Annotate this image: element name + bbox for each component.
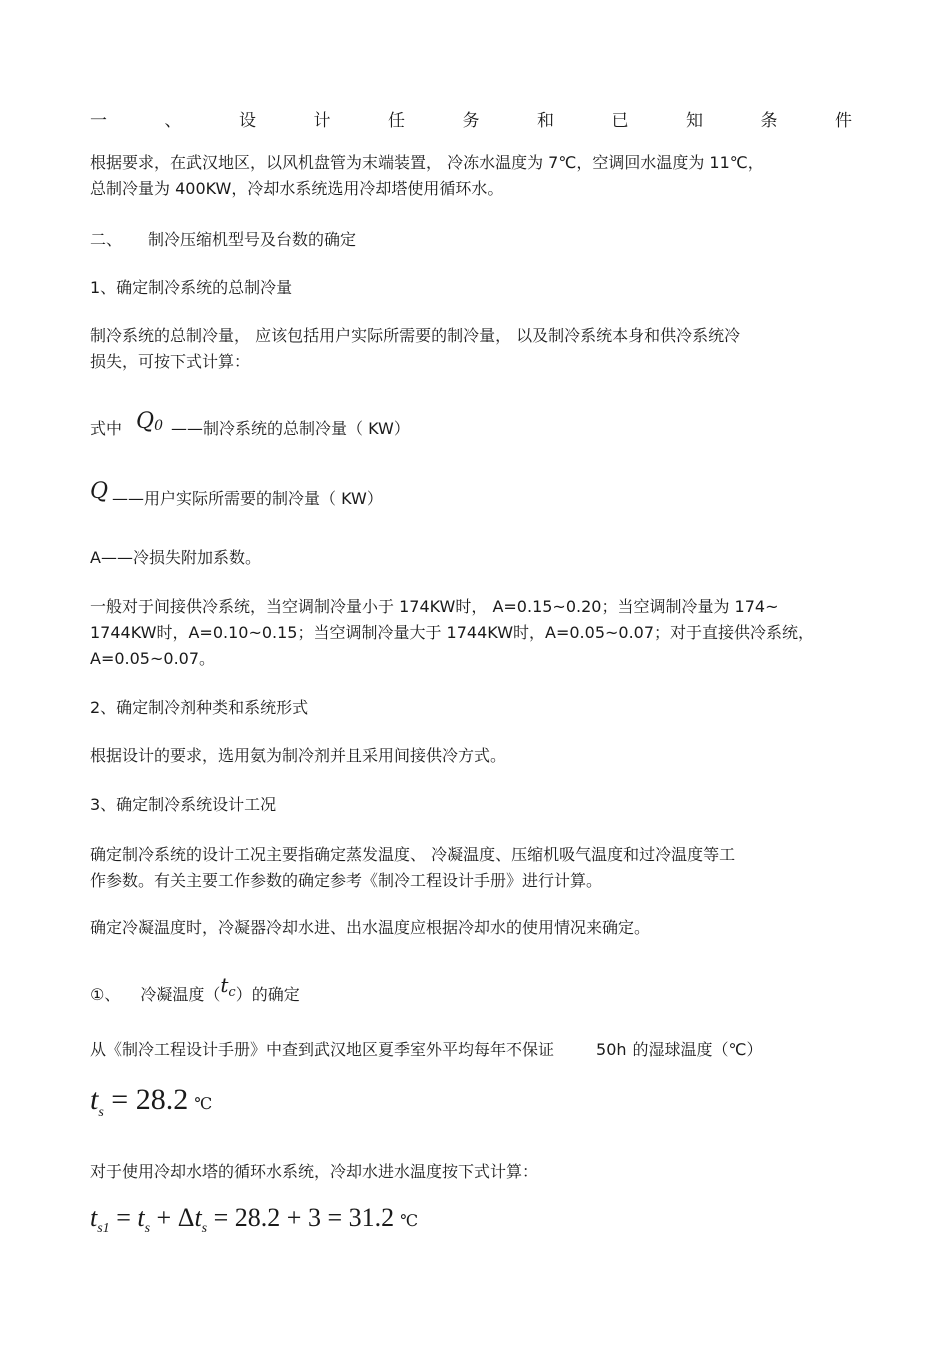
heading-1-char: 知: [686, 111, 703, 131]
section-heading-2: [90, 230, 356, 250]
heading-2-text: 制冷压缩机型号及台数的确定: [148, 230, 357, 249]
section-heading-1: [90, 106, 852, 131]
tc-symbol: t: [220, 973, 229, 997]
formula-ts-variable: t: [90, 1083, 99, 1116]
item-1-number: ①、: [90, 985, 121, 1004]
definition-a: A——冷损失附加系数。: [90, 548, 261, 567]
heading-1-char: 设: [239, 111, 256, 131]
formula-delta-ts-variable: t: [194, 1203, 202, 1232]
q0-subscript: 0: [154, 418, 163, 434]
formula-ts-unit: ℃: [194, 1096, 213, 1113]
paragraph-5-line-1: 确定制冷系统的设计工况主要指确定蒸发温度、 冷凝温度、压缩机吸气温度和过冷温度等工: [90, 845, 736, 864]
heading-1-char: 条: [760, 111, 778, 131]
heading-1-char: 任: [388, 111, 405, 131]
formula-ts-term-subscript: s: [144, 1221, 151, 1237]
definition-prefix: 式中: [90, 419, 123, 438]
paragraph-3-line-3: A=0.05~0.07。: [90, 649, 216, 668]
formula-ts-subscript: s: [98, 1105, 104, 1120]
definition-q: [90, 479, 383, 509]
formula-ts1-subscript: s1: [97, 1221, 110, 1237]
heading-1-char: 计: [313, 111, 331, 131]
paragraph-7-pre: 从《制冷工程设计手册》中查到武汉地区夏季室外平均每年不保证: [90, 1040, 555, 1059]
paragraph-1-line-1: 根据要求，在武汉地区，以风机盘管为末端装置， 冷冻水温度为 7℃，空调回水温度为 11℃，: [90, 153, 764, 172]
formula-ts1-variable: t: [90, 1203, 98, 1232]
formula-delta-ts-subscript: s: [201, 1221, 208, 1237]
paragraph-2-line-2: 损失，可按下式计算：: [90, 352, 251, 371]
formula-ts1-unit: ℃: [400, 1213, 419, 1230]
subsection-1-heading: 1、确定制冷系统的总制冷量: [90, 278, 293, 297]
definition-q0: [90, 409, 410, 440]
paragraph-8: 对于使用冷却水塔的循环水系统，冷却水进水温度按下式计算：: [90, 1162, 539, 1181]
heading-1-char: 一: [90, 111, 107, 131]
formula-ts1-equals: =: [109, 1203, 138, 1232]
item-1-post: ）的确定: [235, 985, 300, 1004]
heading-1-char: 已: [611, 111, 629, 131]
q-definition-text: ——用户实际所需要的制冷量（ KW）: [112, 489, 383, 508]
item-1-heading: [90, 973, 300, 1007]
subsection-2-heading: 2、确定制冷剂种类和系统形式: [90, 698, 309, 717]
paragraph-7-post: 的湿球温度（℃）: [632, 1040, 763, 1059]
paragraph-4: 根据设计的要求，选用氨为制冷剂并且采用间接供冷方式。: [90, 746, 507, 765]
formula-ts-expression: = 28.2: [103, 1083, 189, 1116]
item-1-pre: 冷凝温度（: [140, 985, 221, 1004]
formula-plus-delta: + Δ: [150, 1203, 195, 1232]
heading-1-char: 、: [164, 111, 182, 131]
formula-ts1-result: = 28.2 + 3 = 31.2: [207, 1203, 395, 1232]
formula-ts: [90, 1083, 212, 1121]
q-symbol: Q: [90, 479, 109, 504]
formula-ts-term: t: [137, 1203, 145, 1232]
paragraph-3-line-1: 一般对于间接供冷系统，当空调制冷量小于 174KW时， A=0.15~0.20；当空调制冷量为 174~: [90, 597, 779, 616]
paragraph-1-line-2: 总制冷量为 400KW，冷却水系统选用冷却塔使用循环水。: [90, 179, 504, 198]
heading-2-number: 二、: [90, 230, 123, 249]
heading-1-char: 件: [835, 111, 852, 131]
paragraph-5-line-2: 作参数。有关主要工作参数的确定参考《制冷工程设计手册》进行计算。: [90, 871, 603, 890]
heading-1-char: 务: [462, 111, 480, 131]
paragraph-7-value: 50h: [596, 1040, 627, 1059]
paragraph-7: [90, 1040, 763, 1060]
paragraph-6: 确定冷凝温度时，冷凝器冷却水进、出水温度应根据冷却水的使用情况来确定。: [90, 918, 651, 937]
subsection-3-heading: 3、确定制冷系统设计工况: [90, 795, 277, 814]
tc-subscript: c: [228, 985, 236, 1000]
paragraph-3-line-2: 1744KW时，A=0.10~0.15；当空调制冷量大于 1744KW时，A=0.05~0.07；对于直接供冷系统，: [90, 623, 815, 642]
heading-1-char: 和: [537, 111, 554, 131]
formula-ts1: [90, 1203, 418, 1237]
q0-definition-text: ——制冷系统的总制冷量（ KW）: [170, 419, 410, 438]
q0-symbol: Q: [136, 409, 155, 434]
paragraph-2-line-1: 制冷系统的总制冷量， 应该包括用户实际所需要的制冷量， 以及制冷系统本身和供冷系统冷: [90, 326, 741, 345]
